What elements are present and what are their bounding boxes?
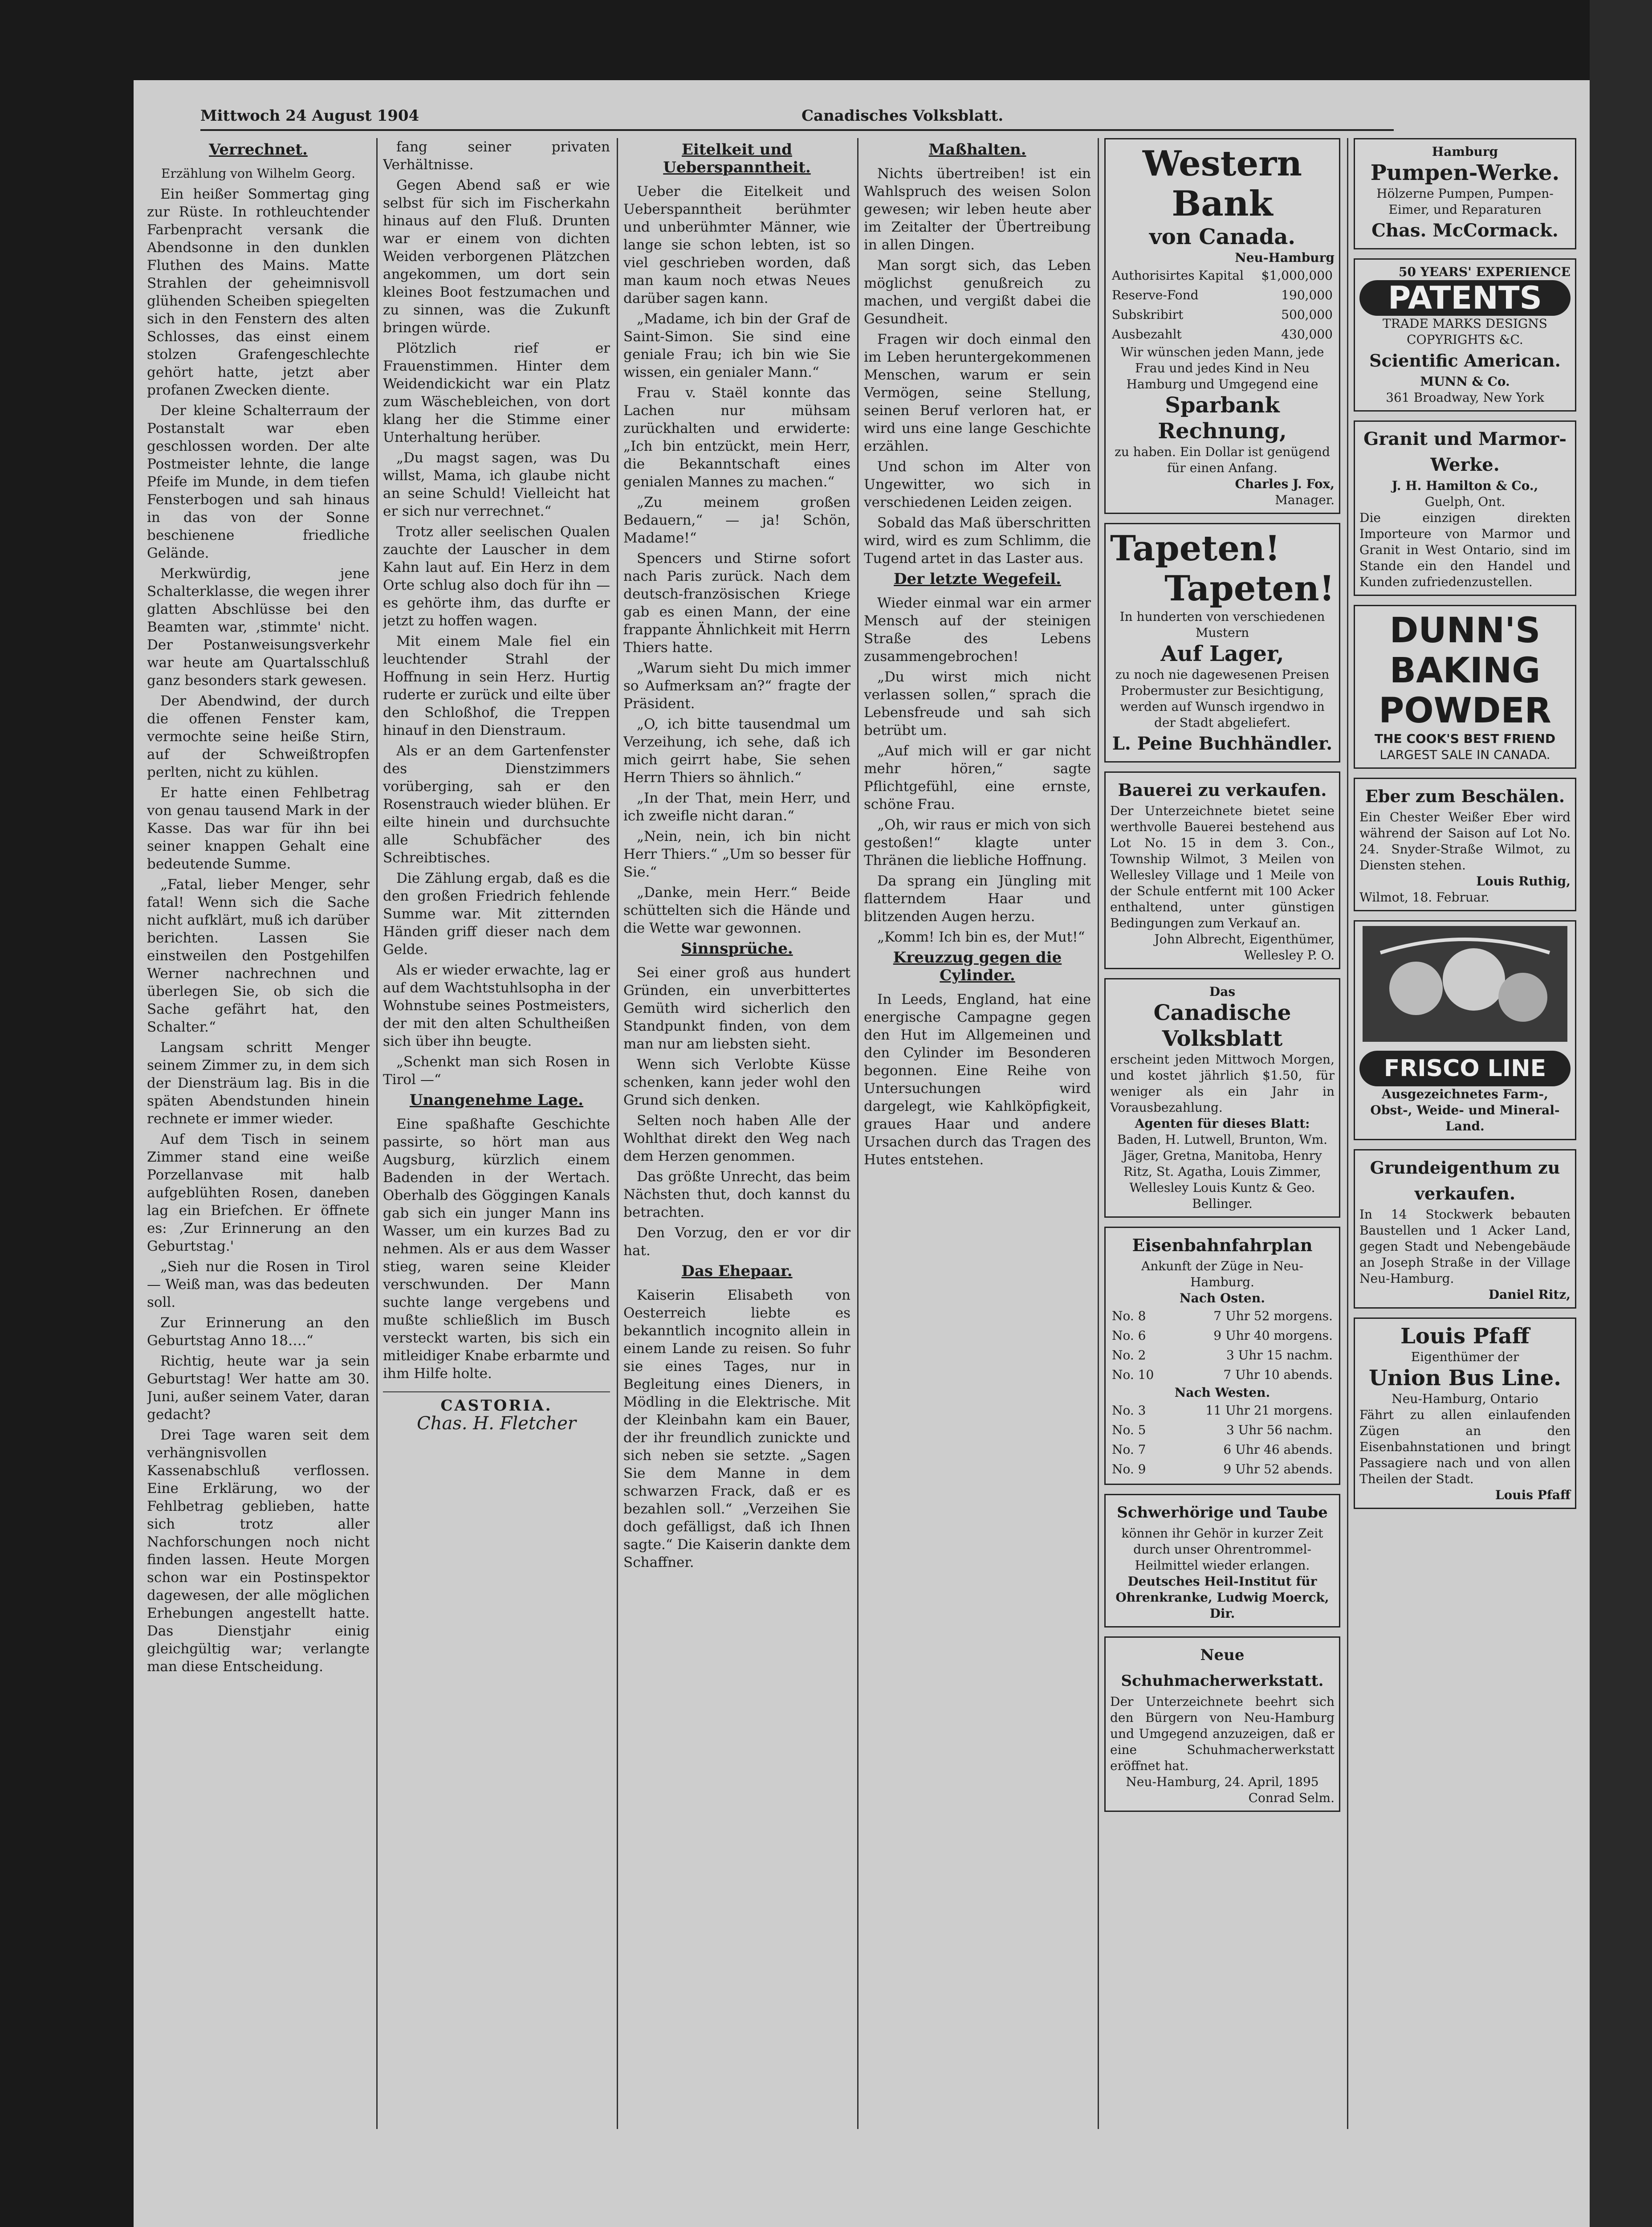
pfaff-line: Union Bus Line. xyxy=(1369,1366,1561,1391)
paragraph: Auf dem Tisch in seinem Zimmer stand eine weiße Porzellanvase mit halb aufgeblühten Rosen, daneben lag ein Briefchen. Er öffnete es: ,Zur Erinnerung an den Geburtstag.' xyxy=(147,1131,370,1254)
pumpen-text: Hölzerne Pumpen, Pumpen-Eimer, und Reparaturen xyxy=(1376,186,1554,217)
dunns-baking-powder-ad xyxy=(1354,605,1576,769)
table-row xyxy=(1110,1460,1335,1479)
table-value: 9 Uhr 40 morgens. xyxy=(1213,1328,1333,1343)
paragraph: Plötzlich rief er Frauenstimmen. Hinter dem Weidendickicht war ein Platz zum Wäschebleichen, von dort klang her die Stimme einer Unterhaltung herüber. xyxy=(383,340,610,445)
paragraph: Da sprang ein Jüngling mit flatterndem Haar und blitzenden Augen herzu. xyxy=(864,873,1091,925)
sinnspruch: Sei einer groß aus hundert Gründen, ein unverbittertes Gemüth wird sicherlich den Standpunkt finden, von dem man nur am liebsten sieht. xyxy=(623,965,850,1052)
story-title-ehepaar: Das Ehepaar. xyxy=(681,1262,793,1280)
bank-title: Western Bank xyxy=(1142,143,1302,224)
tapeten-signature: L. Peine Buchhändler. xyxy=(1112,733,1333,754)
paragraph: „O, ich bitte tausendmal um Verzeihung, ich sehe, daß ich mich geirrt habe, Sie sehen Herrn Thiers so ähnlich.“ xyxy=(623,716,850,786)
rail-east-label: Nach Osten. xyxy=(1180,1291,1265,1305)
paragraph: „In der That, mein Herr, und ich zweifle nicht daran.“ xyxy=(623,790,850,824)
table-row xyxy=(1110,1326,1335,1346)
section-title-sinnsprueche: Sinnsprüche. xyxy=(681,940,793,958)
story-body-wegefeil xyxy=(864,594,1091,946)
story-body-masshalten xyxy=(864,165,1091,567)
paragraph: „Nein, nein, ich bin nicht Herr Thiers.“ „Um so besser für Sie.“ xyxy=(623,828,850,880)
bauerei-title: Bauerei zu verkaufen. xyxy=(1118,780,1327,800)
table-row xyxy=(1110,305,1335,325)
table-value: 3 Uhr 15 nachm. xyxy=(1226,1348,1333,1362)
story-body-verrechnet xyxy=(147,185,370,1676)
patents-scientific: Scientific American. xyxy=(1369,351,1561,371)
story-title-verrechnet: Verrechnet. xyxy=(209,141,308,159)
paragraph: „Schenkt man sich Rosen in Tirol —“ xyxy=(383,1054,610,1088)
masthead xyxy=(200,107,1394,131)
grund-text: In 14 Stockwerk bebauten Baustellen und 1 Acker Land, gegen Stadt und Nebengebäude an Joseph Straße in der Village Neu-Hamburg. xyxy=(1359,1207,1571,1286)
paragraph: Fragen wir doch einmal den im Leben heruntergekommenen Menschen, warum er sein Vermögen, seine Stellung, seinen Beruf verloren hat, er wird uns eine lange Geschichte erzählen. xyxy=(864,331,1091,454)
table-row xyxy=(1110,1306,1335,1326)
column-ads-left xyxy=(1104,138,1340,2111)
patents-address: 361 Broadway, New York xyxy=(1386,390,1544,405)
patents-years: 50 YEARS' EXPERIENCE xyxy=(1399,265,1571,279)
paragraph: „Du wirst mich nicht verlassen sollen,“ sprach die Lebensfreude und sah sich betrübt um. xyxy=(864,669,1091,738)
sinnspruch: Das größte Unrecht, das beim Nächsten thut, doch kannst du betrachten. xyxy=(623,1169,850,1220)
column-rule xyxy=(617,138,618,2129)
eber-text: Ein Chester Weißer Eber wird während der Saison auf Lot No. 24. Snyder-Straße Wilmot, zu Diensten stehen. xyxy=(1359,810,1571,873)
table-label: No. 3 xyxy=(1112,1403,1146,1418)
dunns-slogan: THE COOK'S BEST FRIEND xyxy=(1374,731,1556,746)
eber-title: Eber zum Beschälen. xyxy=(1365,786,1565,806)
volksblatt-das: Das xyxy=(1209,984,1236,999)
rail-west-label: Nach Westen. xyxy=(1174,1385,1270,1400)
granit-text: Die einzigen direkten Importeure von Marmor und Granit in West Ontario, sind im Stande ein den Handel und Kunden zufriedenzustellen. xyxy=(1359,510,1571,589)
column-4 xyxy=(864,138,1091,2111)
paper-title: Canadisches Volksblatt. xyxy=(802,107,1004,125)
pfaff-signature: Louis Pfaff xyxy=(1495,1488,1571,1502)
column-2 xyxy=(383,138,610,2111)
table-label: No. 8 xyxy=(1112,1309,1146,1323)
story-body-eitelkeit xyxy=(623,183,850,937)
table-value: 3 Uhr 56 nachm. xyxy=(1226,1423,1333,1437)
pfaff-text: Fährt zu allen einlaufenden Zügen an den Eisenbahnstationen und bringt Passagiere nach und von allen Theilen der Stadt. xyxy=(1359,1407,1571,1486)
table-label: Authorisirtes Kapital xyxy=(1112,268,1244,283)
tapeten-text-2: zu noch nie dagewesenen Preisen Probermuster zur Besichtigung, werden auf Wunsch irgendwo in der Stadt abgeliefert. xyxy=(1115,667,1330,730)
table-value: 7 Uhr 10 abends. xyxy=(1223,1367,1333,1382)
paragraph: Der Abendwind, der durch die offenen Fenster kam, vermochte seine heiße Stirn, auf der Schweißtropfen perlten, nicht zu kühlen. xyxy=(147,693,370,780)
schuhmacher-ad xyxy=(1104,1636,1340,1812)
paragraph: „Danke, mein Herr.“ Beide schüttelten sich die Hände und die Wette war gewonnen. xyxy=(623,885,850,936)
tapeten-title-2: Tapeten! xyxy=(1164,568,1335,609)
schuh-title: Neue Schuhmacherwerkstatt. xyxy=(1121,1646,1324,1690)
newspaper-page xyxy=(134,80,1590,2227)
pfaff-title: Louis Pfaff xyxy=(1400,1324,1530,1349)
paragraph: Der kleine Schalterraum der Postanstalt war eben geschlossen worden. Der alte Postmeister lehnte, die lange Pfeife im Munde, in dem tiefen Fensterbogen und sah hinaus in das von der Sonne beschienene friedliche Gelände. xyxy=(147,403,370,561)
story-title-kreuzzug: Kreuzzug gegen die Cylinder. xyxy=(893,949,1062,984)
paragraph: „Oh, wir raus er mich von sich gestoßen!“ klagte unter Thränen die liebliche Hoffnung. xyxy=(864,817,1091,869)
schuh-signature: Conrad Selm. xyxy=(1248,1791,1335,1805)
paragraph: „Madame, ich bin der Graf de Saint-Simon. Sie sind eine geniale Frau; ich bin wie Sie wissen, ein genialer Mann.“ xyxy=(623,311,850,380)
paragraph: Ueber die Eitelkeit und Ueberspanntheit berühmter und unberühmter Männer, wie lange sie schon lebten, ist so viel geschrieben worden, daß man kaum noch etwas Neues darüber sagen kann. xyxy=(623,184,850,306)
byline: Erzählung von Wilhelm Georg. xyxy=(161,166,355,181)
eber-signature: Louis Ruthig, xyxy=(1476,874,1571,889)
paragraph: „Auf mich will er gar nicht mehr hören,“ sagte Pflichtgefühl, eine ernste, schöne Frau. xyxy=(864,743,1091,812)
frisco-title: Ausgezeichnetes Farm-, Obst-, Weide- und Mineral-Land. xyxy=(1370,1087,1560,1134)
table-value: 7 Uhr 52 morgens. xyxy=(1213,1309,1333,1323)
table-label: No. 9 xyxy=(1112,1462,1146,1477)
paragraph: Ein heißer Sommertag ging zur Rüste. In rothleuchtender Farbenpracht versank die Abendsonne in den dunklen Fluthen des Mains. Matte Strahlen der geheimnisvoll glühenden Scheiben spiegelten sich in den Fenstern des alten Schlosses, das einst einem stolzen Grafengeschlechte gehört hatte, jetzt aber profanen Zwecken diente. xyxy=(147,186,370,398)
table-row xyxy=(1110,1346,1335,1365)
taube-ad xyxy=(1104,1494,1340,1627)
paragraph: „Komm! Ich bin es, der Mut!“ xyxy=(877,929,1085,945)
paragraph: „Du magst sagen, was Du willst, Mama, ich glaube nicht an seine Schuld! Vielleicht hat er sich nur verrechnet.“ xyxy=(383,450,610,519)
volksblatt-title: Canadische Volksblatt xyxy=(1153,1000,1291,1051)
paragraph: „Fatal, lieber Menger, sehr fatal! Wenn sich die Sache nicht aufklärt, muß ich darüber berichten. Lassen Sie einstweilen den Postgehilfen Werner nachrechnen und überlegen Sie, ob sich die Sache gefährt hat, den Schalter.“ xyxy=(147,877,370,1035)
dunns-sale: LARGEST SALE IN CANADA. xyxy=(1379,747,1550,762)
story-title-eitelkeit: Eitelkeit und Ueberspanntheit. xyxy=(663,141,811,176)
volksblatt-text: erscheint jeden Mittwoch Morgen, und kostet jährlich $1.50, für weniger als ein Jahr in Vorausbezahlung. xyxy=(1110,1052,1335,1115)
rail-east-table xyxy=(1110,1306,1335,1385)
table-label: Subskribirt xyxy=(1112,307,1184,322)
pumpen-title: Pumpen-Werke. xyxy=(1370,160,1560,185)
story-title-masshalten: Maßhalten. xyxy=(928,141,1026,159)
paragraph: „Zu meinem großen Bedauern,“ — ja! Schön, Madame!“ xyxy=(623,494,850,546)
table-label: No. 6 xyxy=(1112,1328,1146,1343)
castoria-title: CASTORIA. xyxy=(440,1397,553,1415)
table-value: 6 Uhr 46 abends. xyxy=(1223,1442,1333,1457)
agents-title: Agenten für dieses Blatt: xyxy=(1135,1116,1310,1131)
table-value: $1,000,000 xyxy=(1261,268,1333,283)
story-body-unangenehme-lage: Eine spaßhafte Geschichte passirte, so hört man aus Augsburg, kürzlich einem Badenden in der Wertach. Oberhalb des Göggingen Kanals gab sich ein junger Mann ins Wasser, um ein kurzes Bad zu nehmen. Als er aus dem Wasser stieg, waren seine Kleider verschwunden. Der Mann suchte lange vergebens und mußte schließlich im Busch versteckt warten, bis sich ein mitleidiger Knabe erbarmte und ihm Hilfe holte. xyxy=(383,1116,610,1382)
fletcher-signature: Chas. H. Fletcher xyxy=(417,1413,576,1434)
bank-capital-table xyxy=(1110,266,1335,344)
paragraph: „Sieh nur die Rosen in Tirol — Weiß man, was das bedeuten soll. xyxy=(147,1259,370,1310)
dunns-line-2: BAKING xyxy=(1389,651,1541,691)
page-edge xyxy=(1590,0,1652,2227)
tapeten-title-1: Tapeten! xyxy=(1110,528,1280,569)
bank-subtitle: von Canada. xyxy=(1149,224,1296,249)
paragraph: Richtig, heute war ja sein Geburtstag! Wer hatte am 30. Juni, außer seinem Vater, daran gedacht? xyxy=(147,1353,370,1423)
column-1 xyxy=(147,138,370,2111)
table-row xyxy=(1110,325,1335,344)
paragraph: Und schon im Alter von Ungewitter, wo sich in verschiedenen Leiden zeigen. xyxy=(864,459,1091,510)
pfaff-place: Neu-Hamburg, Ontario xyxy=(1392,1391,1538,1406)
paragraph: Als er wieder erwachte, lag er auf dem Wachtstuhlsopha in der Wohnstube seines Postmeisters, der mit den alten Schultheißen sich über ihn beugte. xyxy=(383,962,610,1049)
pumpen-ad xyxy=(1354,138,1576,249)
column-3 xyxy=(623,138,850,2111)
table-label: No. 10 xyxy=(1112,1367,1154,1382)
table-value: 190,000 xyxy=(1281,288,1333,302)
patents-logo: PATENTS xyxy=(1359,280,1571,316)
paragraph: Er hatte einen Fehlbetrag von genau tausend Mark in der Kasse. Das war für ihn bei seiner knappen Gehalt eine bedeutende Summe. xyxy=(147,785,370,872)
grund-title: Grundeigenthum zu verkaufen. xyxy=(1370,1158,1560,1203)
pfaff-subtitle: Eigenthümer der xyxy=(1411,1350,1519,1364)
schuh-footer: Neu-Hamburg, 24. April, 1895 xyxy=(1126,1774,1319,1789)
granit-place: Guelph, Ont. xyxy=(1424,494,1506,509)
volksblatt-ad xyxy=(1104,978,1340,1218)
dunns-line-1: DUNN'S xyxy=(1389,611,1541,651)
table-value: 11 Uhr 21 morgens. xyxy=(1205,1403,1333,1418)
paragraph: Merkwürdig, jene Schalterklasse, die wegen ihrer glatten Abschlüsse bei den Beamten war, ,stimmte' nicht. Der Postanweisungsverkehr war heute am Quartalsschluß ganz besonders stark gewesen. xyxy=(147,566,370,689)
eber-place: Wilmot, 18. Februar. xyxy=(1359,890,1489,905)
column-rule xyxy=(857,138,859,2129)
granit-name: J. H. Hamilton & Co., xyxy=(1392,478,1538,493)
story-body-continued xyxy=(383,138,610,1089)
rail-subtitle: Ankunft der Züge in Neu-Hamburg. xyxy=(1141,1259,1303,1289)
table-row xyxy=(1110,1420,1335,1440)
table-value: 430,000 xyxy=(1281,327,1333,342)
sinnspruch: Den Vorzug, den er vor dir hat. xyxy=(623,1225,850,1259)
bank-role: Manager. xyxy=(1275,493,1335,507)
table-label: Reserve-Fond xyxy=(1112,288,1199,302)
table-value: 9 Uhr 52 abends. xyxy=(1223,1462,1333,1477)
table-row xyxy=(1110,1440,1335,1460)
bauerei-signature: John Albrecht, Eigenthümer, Wellesley P. O. xyxy=(1154,932,1335,963)
grund-signature: Daniel Ritz, xyxy=(1488,1287,1571,1302)
paragraph: Zur Erinnerung an den Geburtstag Anno 18….“ xyxy=(147,1315,370,1349)
pumpen-city: Hamburg xyxy=(1432,144,1498,159)
paragraph: Man sorgt sich, das Leben möglichst genußreich zu machen, und vergißt dabei die Gesundheit. xyxy=(864,257,1091,327)
railway-timetable xyxy=(1104,1227,1340,1485)
column-rule xyxy=(1098,138,1099,2129)
paragraph: Spencers und Stirne sofort nach Paris zurück. Nach dem deutsch-französischen Kriege gab es einen Mann, der eine frappante Ähnlichkeit mit Herrn Thiers hatte. xyxy=(623,551,850,656)
paragraph: Mit einem Male fiel ein leuchtender Strahl der Hoffnung in sein Herz. Hurtig ruderte er zurück und eilte über den Schloßhof, die Treppen hinauf in den Dienstraum. xyxy=(383,633,610,738)
tapeten-ad xyxy=(1104,523,1340,763)
table-row xyxy=(1110,286,1335,305)
frisco-line-ad xyxy=(1354,920,1576,1140)
table-value: 500,000 xyxy=(1281,307,1333,322)
story-title-unangenehme-lage: Unangenehme Lage. xyxy=(409,1091,584,1109)
sinnspruch: Selten noch haben Alle der Wohlthat direkt den Weg nach dem Herzen genommen. xyxy=(623,1113,850,1164)
paragraph: Sobald das Maß überschritten wird, wird es zum Schlimm, die Tugend artet in das Laster aus. xyxy=(864,515,1091,567)
table-row xyxy=(1110,1365,1335,1385)
bank-note: zu haben. Ein Dollar ist genügend für einen Anfang. xyxy=(1115,445,1330,475)
bank-sparbank: Sparbank Rechnung, xyxy=(1158,393,1287,444)
paragraph: Trotz aller seelischen Qualen zauchte der Lauscher in dem Kahn laut auf. Ein Herz in dem Orte schlug also doch für ihn — es gehörte ihm, das durfte er jetzt zu hoffen wagen. xyxy=(383,524,610,629)
bank-place: Neu-Hamburg xyxy=(1235,250,1335,265)
paragraph: Gegen Abend saß er wie selbst für sich im Fischerkahn hinaus auf den Fluß. Drunten war er einem von dichten Weiden verborgenen Plätzchen angekommen, um dort sein kleines Boot festzumachen und zu sinnen, was die Zukunft bringen würde. xyxy=(383,177,610,336)
taube-text: können ihr Gehör in kurzer Zeit durch unser Ohrentrommel-Heilmittel wieder erlangen. xyxy=(1121,1526,1323,1573)
paragraph: Langsam schritt Menger seinem Zimmer zu, in dem sich der Diensträum lag. Bis in die späten Abendstunden hinein rechnete er immer wieder. xyxy=(147,1040,370,1127)
paragraph: Wieder einmal war ein armer Mensch auf der steinigen Straße des Lebens zusammengebrochen! xyxy=(864,595,1091,665)
paragraph: Die Zählung ergab, daß es die den großen Friedrich fehlende Summe war. Mit zitternden Händen griff dieser nach dem Gelde. xyxy=(383,870,610,958)
column-rule xyxy=(376,138,378,2129)
bank-text: Wir wünschen jeden Mann, jede Frau und jedes Kind in Neu Hamburg und Umgegend eine xyxy=(1120,345,1324,392)
story-body-kreuzzug: In Leeds, England, hat eine energische Campagne gegen den Hut im Allgemeinen und den Cylinder im Besonderen begonnen. Eine Reihe von Untersuchungen wird dargelegt, wie Kahlköpfigkeit, graues Haar und andere Ursachen durch das Tragen des Hutes entstehen. xyxy=(864,991,1091,1168)
patents-ad xyxy=(1354,258,1576,412)
taube-signature: Deutsches Heil-Institut für Ohrenkranke, Ludwig Moerck, Dir. xyxy=(1115,1574,1329,1621)
story-body-ehepaar: Kaiserin Elisabeth von Oesterreich liebte es bekanntlich incognito allein in einem Lande zu reisen. So fuhr sie eines Tages, nur in Begleitung eines Dieners, in Mödling in die Elektrische. Mit der Kleinbahn kam ein Bauer, der ihr freundlich zunickte und sich neben sie setzte. „Sagen Sie dem Manne in dem schwarzen Frack, daß er es bezahlen soll.“ „Verzeihen Sie doch gefälligst, daß ich Ihnen sagte.“ Die Kaiserin dankte dem Schaffner. xyxy=(623,1287,850,1570)
issue-date: Mittwoch 24 August 1904 xyxy=(200,107,419,125)
granit-title: Granit und Marmor-Werke. xyxy=(1363,428,1567,475)
column-rule xyxy=(1347,138,1348,2129)
patents-munn: MUNN & Co. xyxy=(1420,374,1510,389)
paragraph: Drei Tage waren seit dem verhängnisvollen Kassenabschluß verflossen. Eine Erklärung, wo der Fehlbetrag geblieben, hatte sich trotz aller Nachforschungen noch nicht finden lassen. Heute Morgen schon war ein Postinspektor dagewesen, der alle möglichen Erhebungen angestellt hatte. Das Dienstjahr einig gleichgültig war; verlangte man diese Entscheidung. xyxy=(147,1427,370,1675)
bank-signature: Charles J. Fox, xyxy=(1235,477,1335,491)
table-label: No. 7 xyxy=(1112,1442,1146,1457)
table-label: No. 2 xyxy=(1112,1348,1146,1362)
castoria-ad xyxy=(383,1391,610,1432)
table-row xyxy=(1110,266,1335,286)
dunns-line-3: POWDER xyxy=(1379,691,1551,731)
paragraph: Als er an dem Gartenfenster des Dienstzimmers vorüberging, sah er den Rosenstrauch wieder blühen. Er eilte hinein und durchsuchte alle Schubfächer des Schreibtisches. xyxy=(383,743,610,866)
bauerei-text: Der Unterzeichnete bietet seine werthvolle Bauerei bestehend aus Lot No. 15 in dem 3. Con., Township Wilmot, 3 Meilen von Wellesley Village und 1 Meile von der Schule entfernt mit 100 Acker enthaltend, unter günstigen Bedingungen zum Verkauf an. xyxy=(1110,804,1335,930)
paragraph: Frau v. Staël konnte das Lachen nur mühsam zurückhalten und erwiderte: „Ich bin entzückt, mein Herr, die Bekanntschaft eines genialen Mannes zu machen.“ xyxy=(623,385,850,490)
tapeten-text-1: In hunderten von verschiedenen Mustern xyxy=(1119,609,1325,640)
union-bus-line-ad xyxy=(1354,1317,1576,1509)
eber-ad xyxy=(1354,778,1576,911)
tapeten-lager: Auf Lager, xyxy=(1160,641,1284,666)
sinnsprueche-list xyxy=(623,964,850,1260)
frisco-logo: FRISCO LINE xyxy=(1359,1051,1571,1086)
rail-title: Eisenbahnfahrplan xyxy=(1132,1235,1313,1255)
sinnspruch: Wenn sich Verlobte Küsse schenken, kann jeder wohl den Grund sich denken. xyxy=(623,1056,850,1108)
agents-list: Baden, H. Lutwell, Brunton, Wm. Jäger, Gretna, Manitoba, Henry Ritz, St. Agatha, Louis Zimmer, Wellesley Louis Kuntz & Geo. Bellinger. xyxy=(1117,1132,1328,1211)
table-label: No. 5 xyxy=(1112,1423,1146,1437)
column-ads-right xyxy=(1354,138,1576,2111)
fruit-illustration xyxy=(1363,926,1567,1042)
taube-title: Schwerhörige und Taube xyxy=(1117,1504,1328,1521)
granit-ad xyxy=(1354,420,1576,596)
patents-marks: TRADE MARKS DESIGNS COPYRIGHTS &C. xyxy=(1383,316,1547,347)
western-bank-ad xyxy=(1104,138,1340,514)
rail-west-table xyxy=(1110,1401,1335,1479)
paragraph: „Warum sieht Du mich immer so Aufmerksam an?“ fragte der Präsident. xyxy=(623,660,850,712)
schuh-text: Der Unterzeichnete beehrt sich den Bürgern von Neu-Hamburg und Umgegend anzuzeigen, daß er eine Schuhmacherwerkstatt eröffnet hat. xyxy=(1110,1694,1335,1773)
story-title-wegefeil: Der letzte Wegefeil. xyxy=(894,570,1061,588)
table-row xyxy=(1110,1401,1335,1420)
bauerei-ad xyxy=(1104,771,1340,969)
grundeigenthum-ad xyxy=(1354,1149,1576,1309)
table-label: Ausbezahlt xyxy=(1112,327,1182,342)
pumpen-signature: Chas. McCormack. xyxy=(1371,220,1558,241)
paragraph: fang seiner privaten Verhältnisse. xyxy=(383,139,610,173)
paragraph: Nichts übertreiben! ist ein Wahlspruch des weisen Solon gewesen; wir leben heute aber im Zeitalter der Übertreibung in allen Dingen. xyxy=(864,166,1091,253)
